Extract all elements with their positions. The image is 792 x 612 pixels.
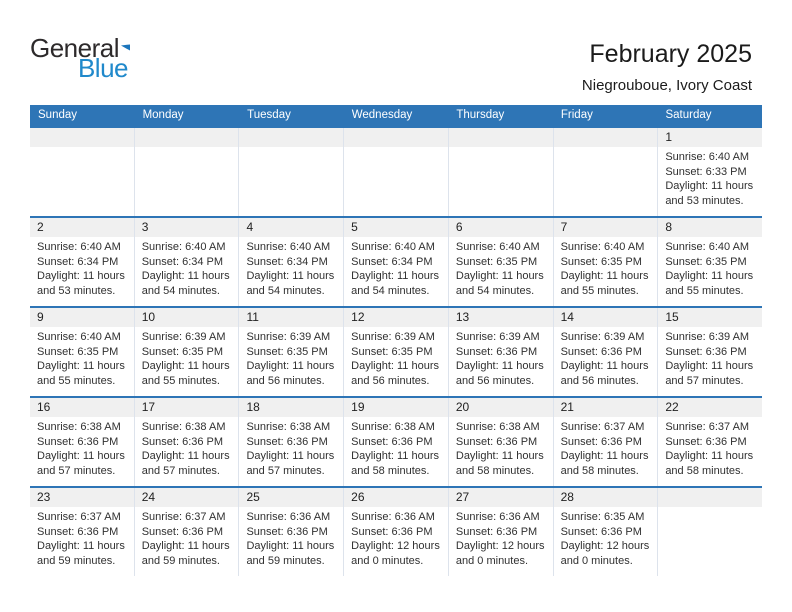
day-number (30, 128, 134, 147)
day-info (30, 507, 134, 568)
day-info-line: Sunrise: 6:39 AM (246, 331, 331, 343)
day-info-line: Sunset: 6:36 PM (246, 435, 328, 448)
day-info (30, 147, 134, 150)
day-cell-8 (657, 218, 762, 306)
day-number: 16 (30, 398, 134, 417)
day-info-line: and 0 minutes. (455, 554, 529, 567)
weekday-header-row (30, 105, 762, 126)
day-number (344, 128, 448, 147)
day-info-line: Sunrise: 6:39 AM (455, 331, 540, 343)
week-row-3 (30, 306, 762, 396)
day-cell-5 (343, 218, 448, 306)
day-cell-11 (238, 308, 343, 396)
day-info-line: Daylight: 11 hours (560, 270, 649, 282)
day-info-line: Daylight: 11 hours (37, 270, 125, 282)
day-info (239, 417, 343, 478)
day-number: 27 (449, 488, 553, 507)
weekday-header-monday: Monday (142, 109, 184, 121)
day-info-line: Daylight: 12 hours (560, 540, 650, 552)
day-number: 21 (554, 398, 658, 417)
day-number: 22 (658, 398, 762, 417)
day-info-line: and 59 minutes. (246, 554, 325, 567)
day-info-line: and 58 minutes. (455, 464, 535, 477)
day-info-line: Sunset: 6:34 PM (246, 255, 328, 268)
day-info (554, 147, 658, 150)
day-number: 2 (30, 218, 134, 237)
week-row-2 (30, 216, 762, 306)
day-info-line: Sunset: 6:35 PM (141, 345, 224, 358)
weekday-header-sunday: Sunday (38, 109, 78, 121)
day-info-line: Sunset: 6:36 PM (37, 525, 119, 538)
weekday-header-saturday: Saturday (665, 109, 712, 121)
day-info-line: Sunrise: 6:39 AM (351, 331, 435, 343)
day-number: 24 (135, 488, 239, 507)
day-info-line: Daylight: 11 hours (665, 360, 754, 372)
day-info-line: Daylight: 11 hours (455, 450, 544, 462)
day-number: 6 (449, 218, 553, 237)
day-cell-9 (30, 308, 134, 396)
day-number: 25 (239, 488, 343, 507)
day-info-line: Sunset: 6:36 PM (455, 345, 538, 358)
day-info-line: Sunrise: 6:36 AM (246, 511, 331, 523)
day-info-line: Sunrise: 6:40 AM (560, 241, 645, 253)
day-info (658, 147, 762, 208)
calendar-grid (30, 105, 762, 576)
day-info (344, 147, 448, 150)
day-number (554, 128, 658, 147)
week-row-4 (30, 396, 762, 486)
day-info-line: Sunrise: 6:40 AM (141, 241, 226, 253)
day-number (658, 488, 762, 507)
day-info-line: Sunset: 6:36 PM (351, 525, 433, 538)
day-info-line: Daylight: 11 hours (141, 540, 230, 552)
day-info-line: Sunrise: 6:39 AM (560, 331, 645, 343)
day-number: 28 (554, 488, 658, 507)
day-number: 12 (344, 308, 448, 327)
day-info-line: and 56 minutes. (246, 374, 325, 387)
week-row-1 (30, 126, 762, 216)
day-cell-15 (657, 308, 762, 396)
page-title: February 2025 (589, 40, 752, 68)
day-cell-empty (553, 128, 658, 216)
day-info-line: and 0 minutes. (351, 554, 424, 567)
day-number: 3 (135, 218, 239, 237)
day-info-line: Sunset: 6:36 PM (560, 435, 642, 448)
day-info (449, 237, 553, 298)
day-info-line: Daylight: 11 hours (141, 450, 230, 462)
day-info-line: Sunset: 6:35 PM (246, 345, 328, 358)
day-info (30, 237, 134, 298)
day-cell-21 (553, 398, 658, 486)
day-info-line: Sunset: 6:36 PM (37, 435, 119, 448)
day-info-line: and 53 minutes. (37, 284, 116, 297)
day-cell-18 (238, 398, 343, 486)
day-info-line: and 54 minutes. (246, 284, 325, 297)
day-cell-14 (553, 308, 658, 396)
day-info-line: Sunset: 6:35 PM (351, 345, 433, 358)
day-info-line: Daylight: 11 hours (246, 540, 335, 552)
day-info-line: and 56 minutes. (351, 374, 430, 387)
day-cell-empty (343, 128, 448, 216)
day-cell-24 (134, 488, 239, 576)
day-info-line: and 55 minutes. (141, 374, 220, 387)
day-info-line: Sunrise: 6:36 AM (351, 511, 435, 523)
day-number: 17 (135, 398, 239, 417)
title-block (582, 40, 752, 95)
day-info (239, 147, 343, 150)
day-info (344, 507, 448, 568)
day-info-line: Sunset: 6:36 PM (246, 525, 328, 538)
day-info-line: Daylight: 12 hours (455, 540, 545, 552)
day-info-line: Daylight: 11 hours (37, 450, 125, 462)
day-info-line: Sunrise: 6:38 AM (37, 421, 121, 433)
day-info-line: Sunrise: 6:38 AM (141, 421, 226, 433)
day-info-line: Sunrise: 6:37 AM (560, 421, 645, 433)
day-info-line: Sunset: 6:36 PM (665, 345, 747, 358)
day-info-line: Sunrise: 6:40 AM (665, 151, 750, 163)
day-info (554, 507, 658, 568)
day-info-line: Daylight: 11 hours (37, 360, 125, 372)
day-cell-28 (553, 488, 658, 576)
day-cell-empty (134, 128, 239, 216)
day-info-line: Daylight: 11 hours (665, 180, 754, 192)
day-info (658, 417, 762, 478)
day-info-line: Sunset: 6:36 PM (141, 525, 224, 538)
day-cell-4 (238, 218, 343, 306)
day-info-line: and 58 minutes. (560, 464, 639, 477)
day-info-line: Sunrise: 6:39 AM (665, 331, 750, 343)
day-cell-empty (30, 128, 134, 216)
day-info (658, 327, 762, 388)
day-cell-10 (134, 308, 239, 396)
day-info (449, 507, 553, 568)
day-cell-empty (238, 128, 343, 216)
weekday-header-wednesday: Wednesday (351, 109, 413, 121)
day-info-line: Daylight: 11 hours (246, 270, 335, 282)
day-info-line: Sunset: 6:36 PM (455, 435, 538, 448)
day-number: 4 (239, 218, 343, 237)
day-info (135, 237, 239, 298)
day-info (239, 507, 343, 568)
day-cell-6 (448, 218, 553, 306)
day-info-line: and 55 minutes. (560, 284, 639, 297)
day-cell-19 (343, 398, 448, 486)
day-cell-empty (657, 488, 762, 576)
day-info-line: Sunset: 6:36 PM (351, 435, 433, 448)
day-info-line: Sunset: 6:34 PM (37, 255, 119, 268)
day-info-line: Sunrise: 6:38 AM (455, 421, 540, 433)
day-number: 1 (658, 128, 762, 147)
day-info (135, 327, 239, 388)
weekday-header-friday: Friday (560, 109, 593, 121)
day-number: 9 (30, 308, 134, 327)
day-info-line: Daylight: 11 hours (141, 270, 230, 282)
day-info-line: Sunset: 6:36 PM (560, 525, 642, 538)
day-info (30, 327, 134, 388)
day-info-line: Sunrise: 6:37 AM (37, 511, 121, 523)
day-info-line: Daylight: 11 hours (665, 270, 754, 282)
day-cell-13 (448, 308, 553, 396)
day-info-line: and 54 minutes. (351, 284, 430, 297)
day-number: 19 (344, 398, 448, 417)
day-info-line: Sunrise: 6:40 AM (455, 241, 540, 253)
day-info-line: Sunset: 6:34 PM (141, 255, 224, 268)
day-info-line: and 57 minutes. (141, 464, 220, 477)
day-info-line: Sunset: 6:35 PM (665, 255, 747, 268)
day-info-line: and 59 minutes. (37, 554, 116, 567)
day-cell-3 (134, 218, 239, 306)
day-info (449, 327, 553, 388)
day-info-line: and 57 minutes. (37, 464, 116, 477)
day-info-line: Sunset: 6:35 PM (455, 255, 538, 268)
day-cell-22 (657, 398, 762, 486)
day-info-line: and 53 minutes. (665, 194, 744, 207)
general-blue-logo (30, 33, 130, 83)
day-number: 20 (449, 398, 553, 417)
day-info (554, 237, 658, 298)
day-info-line: and 54 minutes. (141, 284, 220, 297)
day-info-line: Sunrise: 6:40 AM (246, 241, 331, 253)
day-info-line: Sunset: 6:36 PM (455, 525, 538, 538)
logo-text-general: General (30, 33, 119, 63)
day-info-line: Sunset: 6:36 PM (560, 345, 642, 358)
day-info-line: and 54 minutes. (455, 284, 535, 297)
day-info-line: and 55 minutes. (665, 284, 744, 297)
day-info-line: Sunrise: 6:40 AM (37, 331, 121, 343)
day-info-line: Daylight: 11 hours (665, 450, 754, 462)
day-info-line: Daylight: 11 hours (560, 360, 649, 372)
day-cell-20 (448, 398, 553, 486)
day-info (344, 417, 448, 478)
day-number (135, 128, 239, 147)
day-info (344, 237, 448, 298)
day-info (449, 147, 553, 150)
day-number: 23 (30, 488, 134, 507)
day-info-line: and 57 minutes. (665, 374, 744, 387)
day-info-line: Sunrise: 6:39 AM (141, 331, 226, 343)
day-info-line: and 0 minutes. (560, 554, 633, 567)
day-number: 10 (135, 308, 239, 327)
day-info (30, 417, 134, 478)
day-info-line: Sunrise: 6:37 AM (141, 511, 226, 523)
day-info-line: Daylight: 11 hours (37, 540, 125, 552)
day-info-line: and 55 minutes. (37, 374, 116, 387)
day-info-line: Daylight: 11 hours (246, 360, 335, 372)
week-row-5 (30, 486, 762, 576)
logo-text-blue: Blue (77, 53, 128, 83)
day-number (239, 128, 343, 147)
day-number (449, 128, 553, 147)
day-cell-7 (553, 218, 658, 306)
day-info (658, 507, 762, 510)
day-info (658, 237, 762, 298)
day-info-line: Sunrise: 6:37 AM (665, 421, 750, 433)
day-number: 18 (239, 398, 343, 417)
day-info-line: Sunset: 6:34 PM (351, 255, 433, 268)
day-info-line: and 57 minutes. (246, 464, 325, 477)
day-info-line: Sunrise: 6:38 AM (351, 421, 435, 433)
day-info-line: and 56 minutes. (560, 374, 639, 387)
day-cell-27 (448, 488, 553, 576)
day-info (344, 327, 448, 388)
day-info (239, 237, 343, 298)
day-cell-12 (343, 308, 448, 396)
day-cell-2 (30, 218, 134, 306)
day-number: 5 (344, 218, 448, 237)
day-info-line: Sunset: 6:33 PM (665, 165, 747, 178)
day-info (554, 417, 658, 478)
day-info-line: and 58 minutes. (351, 464, 430, 477)
day-cell-23 (30, 488, 134, 576)
day-info (239, 327, 343, 388)
day-info (449, 417, 553, 478)
day-info-line: Daylight: 12 hours (351, 540, 440, 552)
page-subtitle: Niegrouboue, Ivory Coast (581, 77, 752, 94)
day-number: 8 (658, 218, 762, 237)
day-info-line: Daylight: 11 hours (246, 450, 335, 462)
day-cell-26 (343, 488, 448, 576)
weekday-header-tuesday: Tuesday (247, 109, 291, 121)
day-info-line: Daylight: 11 hours (141, 360, 230, 372)
weekday-header-thursday: Thursday (456, 109, 505, 121)
day-info-line: Sunrise: 6:35 AM (560, 511, 645, 523)
day-info-line: Daylight: 11 hours (455, 360, 544, 372)
day-info-line: and 59 minutes. (141, 554, 220, 567)
day-info-line: Sunset: 6:35 PM (560, 255, 642, 268)
day-number: 11 (239, 308, 343, 327)
day-info-line: Daylight: 11 hours (351, 360, 440, 372)
day-info-line: and 58 minutes. (665, 464, 744, 477)
day-info (554, 327, 658, 388)
day-cell-25 (238, 488, 343, 576)
day-cell-empty (448, 128, 553, 216)
day-info-line: Sunrise: 6:40 AM (351, 241, 435, 253)
day-info-line: Sunset: 6:36 PM (665, 435, 747, 448)
day-info-line: and 56 minutes. (455, 374, 535, 387)
day-info (135, 147, 239, 150)
day-info-line: Daylight: 11 hours (560, 450, 649, 462)
day-number: 13 (449, 308, 553, 327)
day-info-line: Sunrise: 6:38 AM (246, 421, 331, 433)
day-info (135, 507, 239, 568)
day-info-line: Sunrise: 6:36 AM (455, 511, 540, 523)
day-cell-17 (134, 398, 239, 486)
day-cell-16 (30, 398, 134, 486)
day-info-line: Daylight: 11 hours (455, 270, 544, 282)
day-number: 7 (554, 218, 658, 237)
day-info-line: Daylight: 11 hours (351, 450, 440, 462)
day-info (135, 417, 239, 478)
day-info-line: Sunrise: 6:40 AM (665, 241, 750, 253)
day-cell-1 (657, 128, 762, 216)
day-info-line: Sunset: 6:35 PM (37, 345, 119, 358)
day-number: 26 (344, 488, 448, 507)
day-info-line: Sunrise: 6:40 AM (37, 241, 121, 253)
day-number: 15 (658, 308, 762, 327)
day-info-line: Sunset: 6:36 PM (141, 435, 224, 448)
day-info-line: Daylight: 11 hours (351, 270, 440, 282)
day-number: 14 (554, 308, 658, 327)
